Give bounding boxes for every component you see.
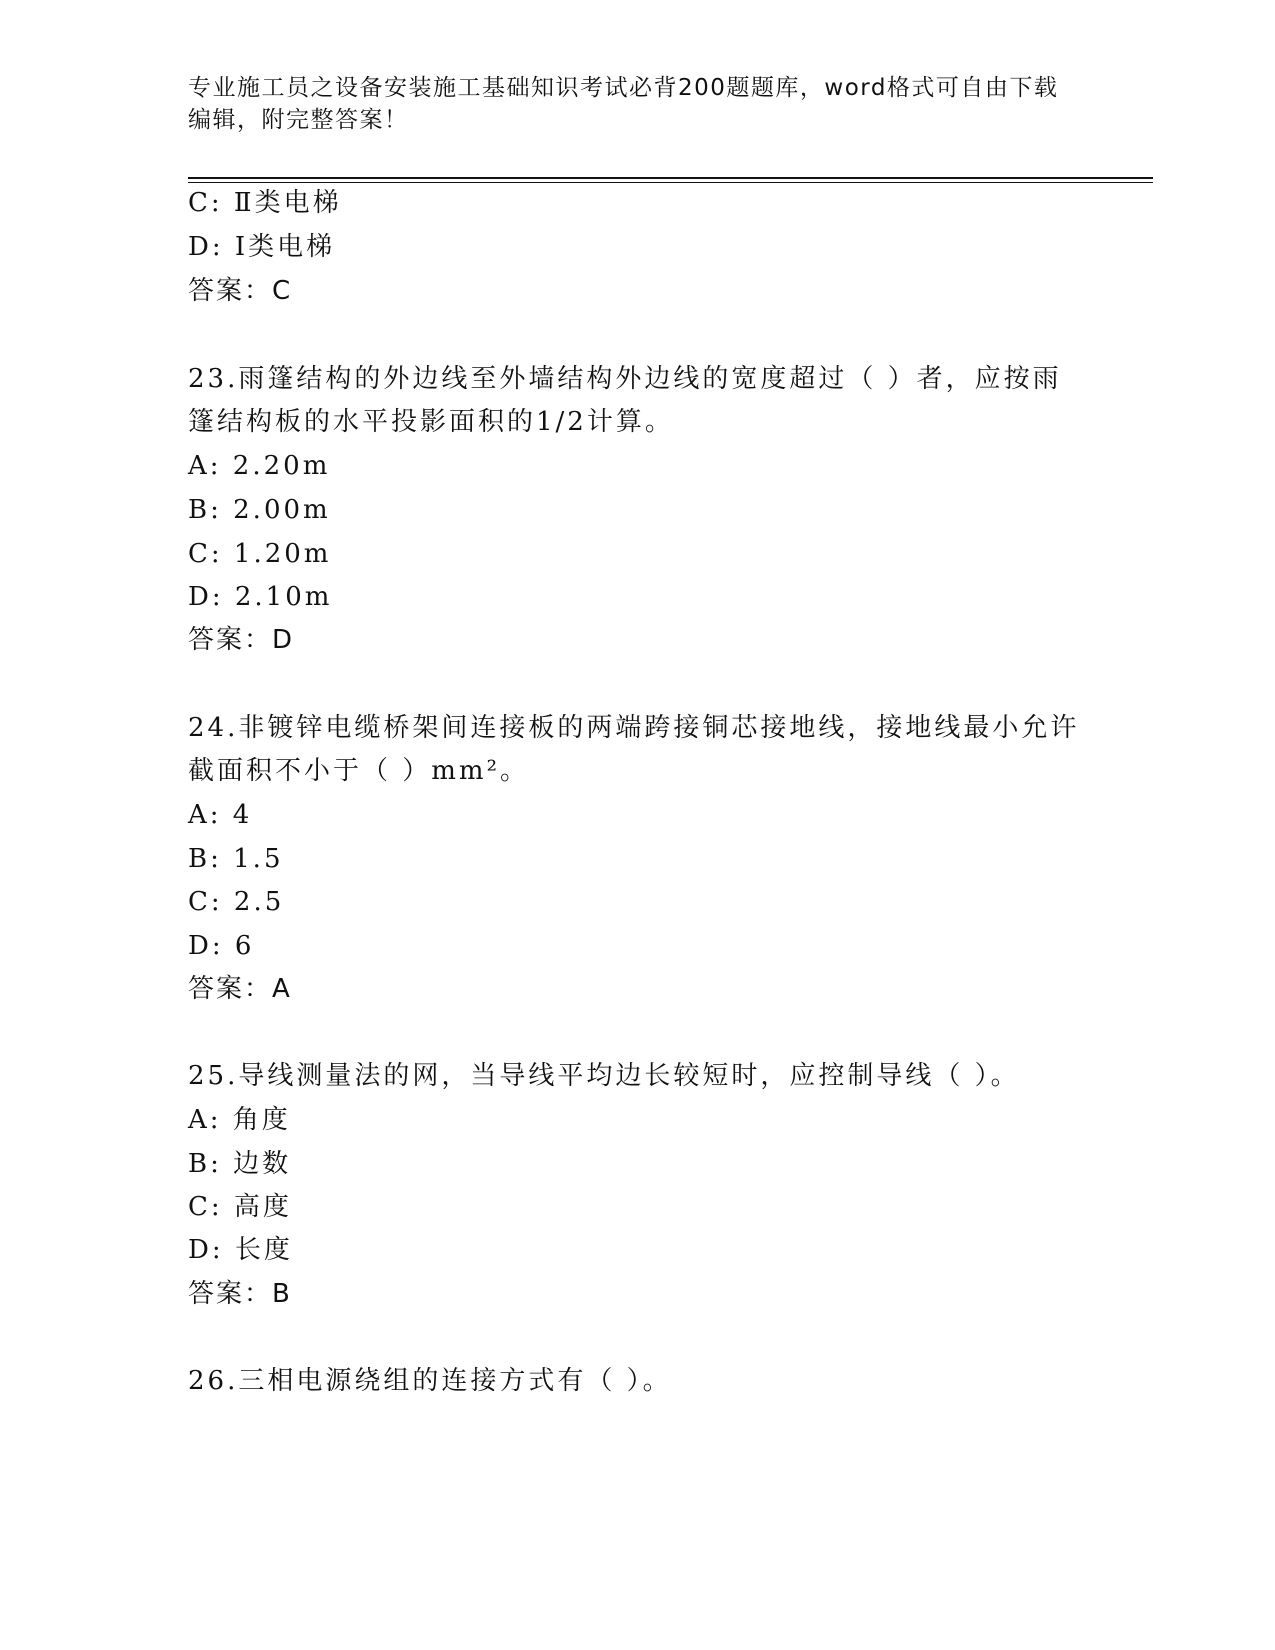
q24-option-d: D: 6 (188, 931, 255, 961)
q23-option-b: B: 2.00m (188, 495, 331, 525)
q25-option-a: A: 角度 (188, 1105, 291, 1135)
q25-option-b: B: 边数 (188, 1149, 292, 1179)
q24-answer: 答案：A (188, 974, 292, 1004)
q22-option-c: C: Ⅱ类电梯 (188, 188, 342, 218)
header-line-1: 专业施工员之设备安装施工基础知识考试必背200题题库，word格式可自由下载 (188, 75, 1059, 101)
q23-answer: 答案：D (188, 625, 295, 655)
q23-option-c: C: 1.20m (188, 539, 332, 569)
q22-answer: 答案：C (188, 276, 293, 306)
q22-option-d: D: Ⅰ类电梯 (188, 232, 336, 262)
q23-stem-line-1: 23.雨篷结构的外边线至外墙结构外边线的宽度超过（ ）者，应按雨 (188, 364, 1062, 394)
q23-stem-line-2: 篷结构板的水平投影面积的1/2计算。 (188, 407, 674, 437)
header-rule-thick (188, 177, 1153, 179)
q26-stem-line-1: 26.三相电源绕组的连接方式有（ ）。 (188, 1366, 672, 1396)
q24-option-b: B: 1.5 (188, 844, 284, 874)
q24-option-c: C: 2.5 (188, 887, 285, 917)
q24-option-a: A: 4 (188, 800, 253, 830)
page-header (188, 72, 1068, 136)
header-rule-thin (188, 182, 1153, 183)
q24-stem-line-2: 截面积不小于（ ）mm²。 (188, 756, 529, 786)
q23-option-a: A: 2.20m (188, 451, 331, 481)
q23-option-d: D: 2.10m (188, 582, 333, 612)
q25-stem-line-1: 25.导线测量法的网，当导线平均边长较短时，应控制导线（ ）。 (188, 1061, 1020, 1091)
header-line-2: 编辑，附完整答案！ (188, 107, 409, 133)
q25-answer: 答案：B (188, 1279, 292, 1309)
q24-stem-line-1: 24.非镀锌电缆桥架间连接板的两端跨接铜芯接地线，接地线最小允许 (188, 713, 1080, 743)
q25-option-d: D: 长度 (188, 1235, 293, 1265)
q25-option-c: C: 高度 (188, 1192, 292, 1222)
